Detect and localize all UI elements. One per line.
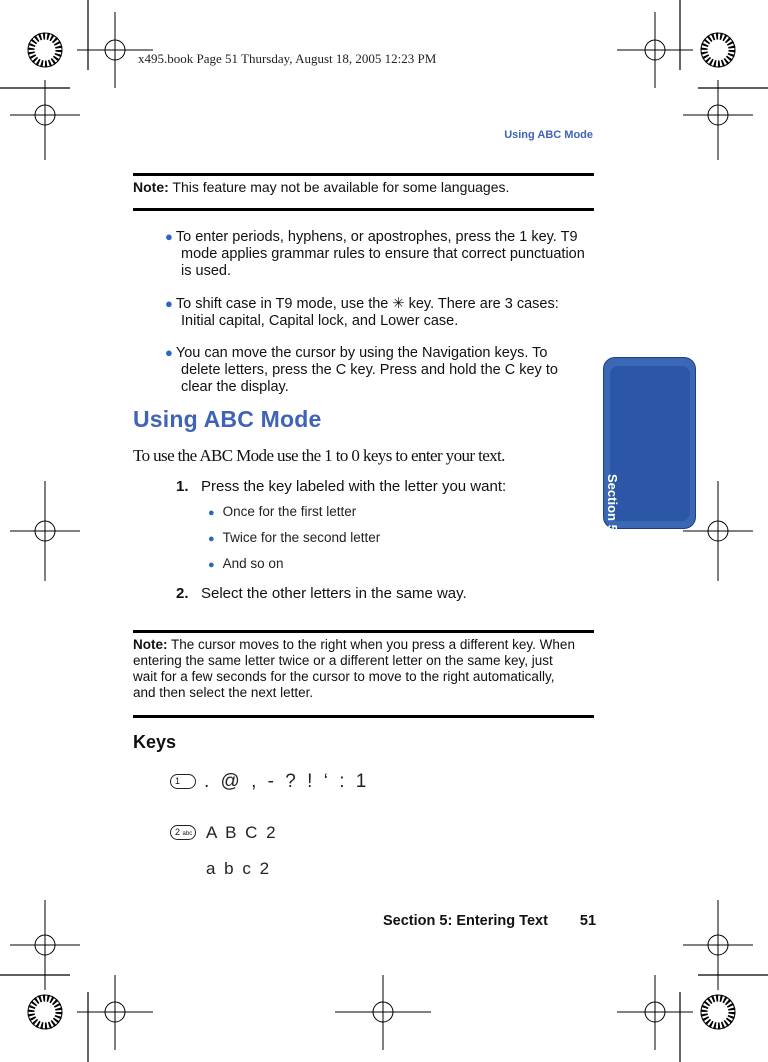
section-heading: Using ABC Mode	[133, 406, 322, 432]
note-2: Note: The cursor moves to the right when you press a different key. When entering the same letter twice or a different letter on the same key, just wait for a few seconds for the cursor to move to the right automatically, and then select the next letter.	[133, 637, 575, 700]
page-number: 51	[579, 913, 597, 929]
section-tab-label: Section 5	[605, 474, 620, 532]
keys-heading: Keys	[133, 732, 177, 752]
substep-item: ● Once for the first letter	[208, 504, 357, 519]
bullet-item: ● To shift case in T9 mode, use the ✳ key. There are 3 cases: Initial capital, Capital lock, and Lower case.	[165, 296, 559, 329]
key-1-icon: 1	[170, 774, 196, 789]
substep-item: ● And so on	[208, 556, 284, 571]
key-2-lowercase: a b c 2	[206, 859, 272, 878]
intro-text: To use the ABC Mode use the 1 to 0 keys to enter your text.	[133, 446, 505, 465]
bullet-dot: ●	[165, 345, 173, 360]
note-text: This feature may not be available for some languages.	[168, 179, 510, 195]
step-item: 1. Press the key labeled with the letter you want:	[176, 478, 507, 495]
note-label: Note:	[133, 179, 169, 195]
bullet-dot: ●	[165, 229, 173, 244]
running-header: Using ABC Mode	[504, 129, 593, 141]
starburst-marks	[28, 33, 735, 1029]
key-1-chars: . @ , - ? ! ‘ : 1	[204, 771, 370, 792]
key-2-uppercase: A B C 2	[206, 823, 278, 842]
bullet-item: ● You can move the cursor by using the Navigation keys. To delete letters, press the C key. Press and hold the C key to clear the display.	[165, 345, 558, 395]
footer-title: Section 5: Entering Text	[383, 913, 548, 929]
print-slug: x495.book Page 51 Thursday, August 18, 2005 12:23 PM	[138, 51, 437, 66]
substep-item: ● Twice for the second letter	[208, 530, 381, 545]
bullet-item: ● To enter periods, hyphens, or apostrophes, press the 1 key. T9 mode applies grammar rules to ensure that correct punctuation is used.	[165, 229, 585, 279]
step-item: 2. Select the other letters in the same way.	[176, 585, 467, 602]
key-2-icon: 2 abc	[170, 825, 196, 840]
registration-mark-top	[10, 12, 753, 1050]
bullet-dot: ●	[165, 296, 173, 311]
